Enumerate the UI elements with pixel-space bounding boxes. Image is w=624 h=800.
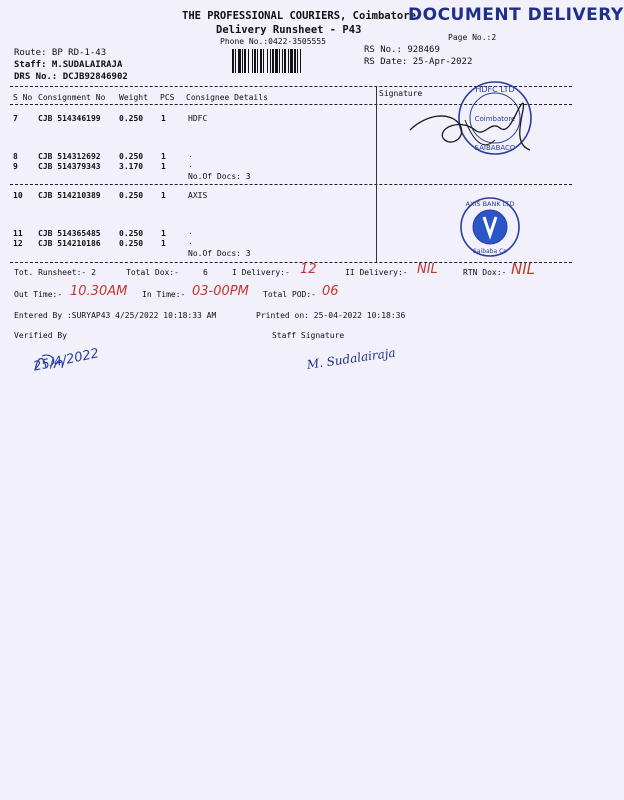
verified-date: 25/4/2022 xyxy=(32,346,101,375)
row-consignment: CJB 514346199 xyxy=(38,114,101,123)
total-dox-value: 6 xyxy=(203,268,208,277)
tot-runsheet: Tot. Runsheet:- 2 xyxy=(14,268,96,277)
page-number: Page No.:2 xyxy=(448,33,497,42)
row-consignee: . xyxy=(188,150,193,159)
group-divider-rule xyxy=(10,184,572,185)
total-dox-label: Total Dox:- xyxy=(126,268,179,277)
row-sno: 8 xyxy=(13,152,18,161)
hdfc-stamp-bottom: SAIBABACO xyxy=(474,144,516,152)
row-consignment: CJB 514365485 xyxy=(38,229,101,238)
row-sno: 9 xyxy=(13,162,18,171)
col-header-signature: Signature xyxy=(379,89,423,98)
printed-on: Printed on: 25-04-2022 10:18:36 xyxy=(256,311,406,320)
docs-count: No.Of Docs: 3 xyxy=(188,172,251,181)
rtn-dox-value: NIL xyxy=(511,260,536,278)
row-consignment: CJB 514379343 xyxy=(38,162,101,171)
in-time-label: In Time:- xyxy=(142,290,186,299)
row-pcs: 1 xyxy=(161,162,166,171)
col-header-weight: Weight xyxy=(119,93,148,102)
rs-date: RS Date: 25-Apr-2022 xyxy=(364,57,473,67)
out-time-label: Out Time:- xyxy=(14,290,63,299)
col-header-consignee: Consignee Details xyxy=(186,93,268,102)
hdfc-stamp-top: HDFC LTD xyxy=(475,85,515,94)
total-pod-label: Total POD:- xyxy=(263,290,316,299)
row-sno: 12 xyxy=(13,239,23,248)
row-pcs: 1 xyxy=(161,229,166,238)
route-label: Route: BP RD-1-43 xyxy=(14,48,107,58)
row-sno: 7 xyxy=(13,114,18,123)
row-weight: 0.250 xyxy=(119,152,144,161)
row-pcs: 1 xyxy=(161,152,166,161)
staff-signature-label: Staff Signature xyxy=(272,331,345,340)
staff-signature: M. Sudalairaja xyxy=(306,345,397,372)
company-name: THE PROFESSIONAL COURIERS, Coimbatore xyxy=(182,10,416,22)
out-time-value: 10.30AM xyxy=(70,284,128,299)
row-consignment: CJB 514210389 xyxy=(38,191,101,200)
drs-number: DRS No.: DCJB92846902 xyxy=(14,72,128,82)
row-weight: 0.250 xyxy=(119,229,144,238)
runsheet-title: Delivery Runsheet - P43 xyxy=(216,24,362,36)
row-sno: 10 xyxy=(13,191,23,200)
row-pcs: 1 xyxy=(161,191,166,200)
axis-stamp-bottom: Saibaba Co xyxy=(473,248,507,255)
total-pod-value: 06 xyxy=(322,284,339,299)
document-delivery-stamp: DOCUMENT DELIVERY xyxy=(408,5,624,25)
phone-number: Phone No.:0422-3505555 xyxy=(220,37,326,46)
row-pcs: 1 xyxy=(161,114,166,123)
axis-stamp-top: AXIS BANK LTD xyxy=(465,200,515,208)
hdfc-stamp-mid: Coimbatore xyxy=(474,115,516,123)
row-weight: 0.250 xyxy=(119,191,144,200)
table-bottom-rule xyxy=(10,262,572,263)
verified-by-label: Verified By xyxy=(14,331,67,340)
i-delivery-label: I Delivery:- xyxy=(232,268,290,277)
row-consignment: CJB 514312692 xyxy=(38,152,101,161)
staff-label: Staff: M.SUDALAIRAJA xyxy=(14,60,123,70)
row-consignee: . xyxy=(188,237,193,246)
docs-count: No.Of Docs: 3 xyxy=(188,249,251,258)
hdfc-signature xyxy=(405,90,550,160)
ii-delivery-label: II Delivery:- xyxy=(345,268,408,277)
row-weight: 0.250 xyxy=(119,114,144,123)
row-pcs: 1 xyxy=(161,239,166,248)
row-consignment: CJB 514210186 xyxy=(38,239,101,248)
rs-number: RS No.: 928469 xyxy=(364,45,440,55)
row-sno: 11 xyxy=(13,229,23,238)
col-header-pcs: PCS xyxy=(160,93,175,102)
signature-column-divider xyxy=(376,86,377,262)
axis-stamp xyxy=(458,195,522,259)
ii-delivery-value: NIL xyxy=(417,262,438,277)
row-consignee: HDFC xyxy=(188,114,208,123)
i-delivery-value: 12 xyxy=(300,262,317,277)
row-weight: 3.170 xyxy=(119,162,144,171)
row-consignee: . xyxy=(188,227,193,236)
col-header-sno: S No xyxy=(13,93,33,102)
entered-by: Entered By :SURYAP43 4/25/2022 10:18:33 AM xyxy=(14,311,217,320)
col-header-consignment: Consignment No xyxy=(38,93,106,102)
row-consignee: AXIS xyxy=(188,191,208,200)
row-consignee: . xyxy=(188,160,193,169)
row-weight: 0.250 xyxy=(119,239,144,248)
in-time-value: 03-00PM xyxy=(192,284,249,299)
barcode xyxy=(232,49,360,73)
rtn-dox-label: RTN Dox:- xyxy=(463,268,507,277)
